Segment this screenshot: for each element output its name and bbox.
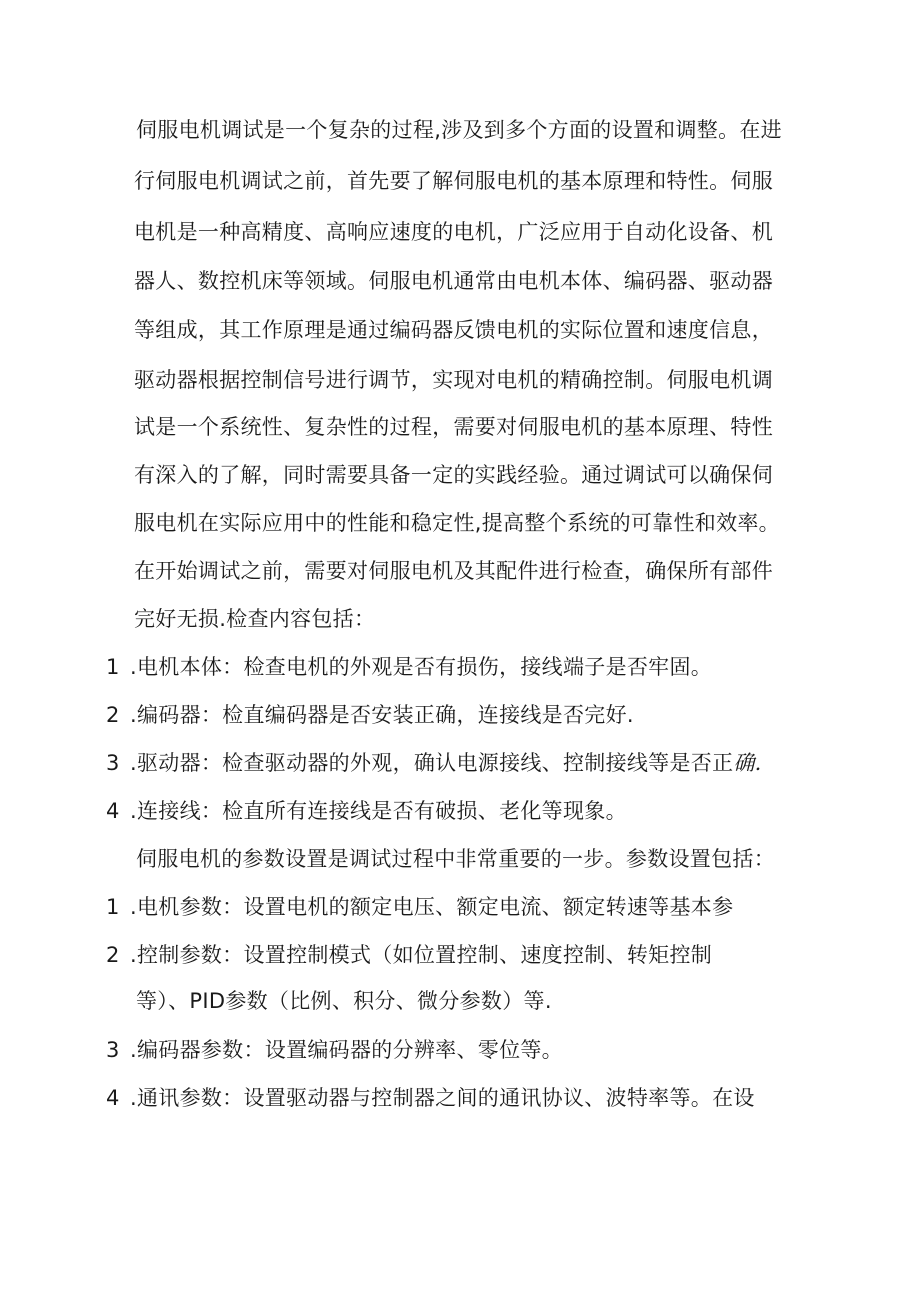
list-item-text: .连接线：检直所有连接线是否有破损、老化等现象。 [130, 799, 627, 823]
paragraph-1-line-8: 有深入的了解，同时需要具备一定的实践经验。通过调试可以确保伺 [134, 463, 773, 487]
list-item-text: .控制参数：设置控制模式（如位置控制、速度控制、转矩控制 [130, 943, 713, 967]
paragraph-1-line-2: 行伺服电机调试之前，首先要了解伺服电机的基本原理和特性。伺服 [134, 169, 773, 193]
list-number: 2 [106, 703, 120, 727]
list-number: 1 [106, 895, 120, 919]
list-2-item-3 [106, 1036, 563, 1064]
list-number: 3 [106, 751, 120, 775]
list-item-text: .编码器：检直编码器是否安装正确，连接线是否完好. [130, 703, 634, 727]
paragraph-1-line-3: 电机是一种高精度、高响应速度的电机，广泛应用于自动化设备、机 [134, 220, 773, 244]
list-2-item-2 [106, 941, 712, 969]
paragraph-1-line-9: 服电机在实际应用中的性能和稳定性,提高整个系统的可靠性和效率。 [134, 511, 780, 535]
list-2-item-2-continuation: 等）、PID参数（比例、积分、微分参数）等. [136, 989, 552, 1013]
list-item-text: .电机本体：检查电机的外观是否有损伤，接线端子是否牢固。 [130, 655, 713, 679]
list-item-text: .通讯参数：设置驱动器与控制器之间的通讯协议、波特率等。在设 [130, 1086, 755, 1110]
list-number: 2 [106, 943, 120, 967]
list-1-item-4 [106, 797, 627, 825]
list-number: 4 [106, 1086, 120, 1110]
list-number: 3 [106, 1038, 120, 1062]
paragraph-1-line-7: 试是一个系统性、复杂性的过程，需要对伺服电机的基本原理、特性 [134, 415, 773, 439]
paragraph-1-line-5: 等组成，其工作原理是通过编码器反馈电机的实际位置和速度信息， [134, 318, 773, 342]
list-number: 4 [106, 799, 120, 823]
list-item-text: .驱动器：检查驱动器的外观，确认电源接线、控制接线等是否正 [130, 751, 734, 775]
list-item-text: .电机参数：设置电机的额定电压、额定电流、额定转速等基本参 [130, 895, 734, 919]
paragraph-1-line-11: 完好无损.检查内容包括： [134, 607, 376, 631]
list-1-item-2 [106, 701, 634, 729]
paragraph-1-line-10: 在开始调试之前，需要对伺服电机及其配件进行检查，确保所有部件 [134, 559, 773, 583]
list-item-tail: 确. [733, 751, 762, 775]
list-2-item-4 [106, 1084, 755, 1112]
list-item-text: .编码器参数：设置编码器的分辨率、零位等。 [130, 1038, 563, 1062]
list-1-item-1 [106, 653, 712, 681]
paragraph-1-line-4: 器人、数控机床等领域。伺服电机通常由电机本体、编码器、驱动器 [134, 269, 773, 293]
list-1-item-3 [106, 749, 762, 777]
paragraph-1-line-1: 伺服电机调试是一个复杂的过程,涉及到多个方面的设置和调整。在进 [136, 118, 782, 142]
list-2-item-1 [106, 893, 733, 921]
paragraph-1-line-6: 驱动器根据控制信号进行调节，实现对电机的精确控制。伺服电机调 [134, 368, 773, 392]
paragraph-2: 伺服电机的参数设置是调试过程中非常重要的一步。参数设置包括： [136, 847, 775, 871]
list-number: 1 [106, 655, 120, 679]
